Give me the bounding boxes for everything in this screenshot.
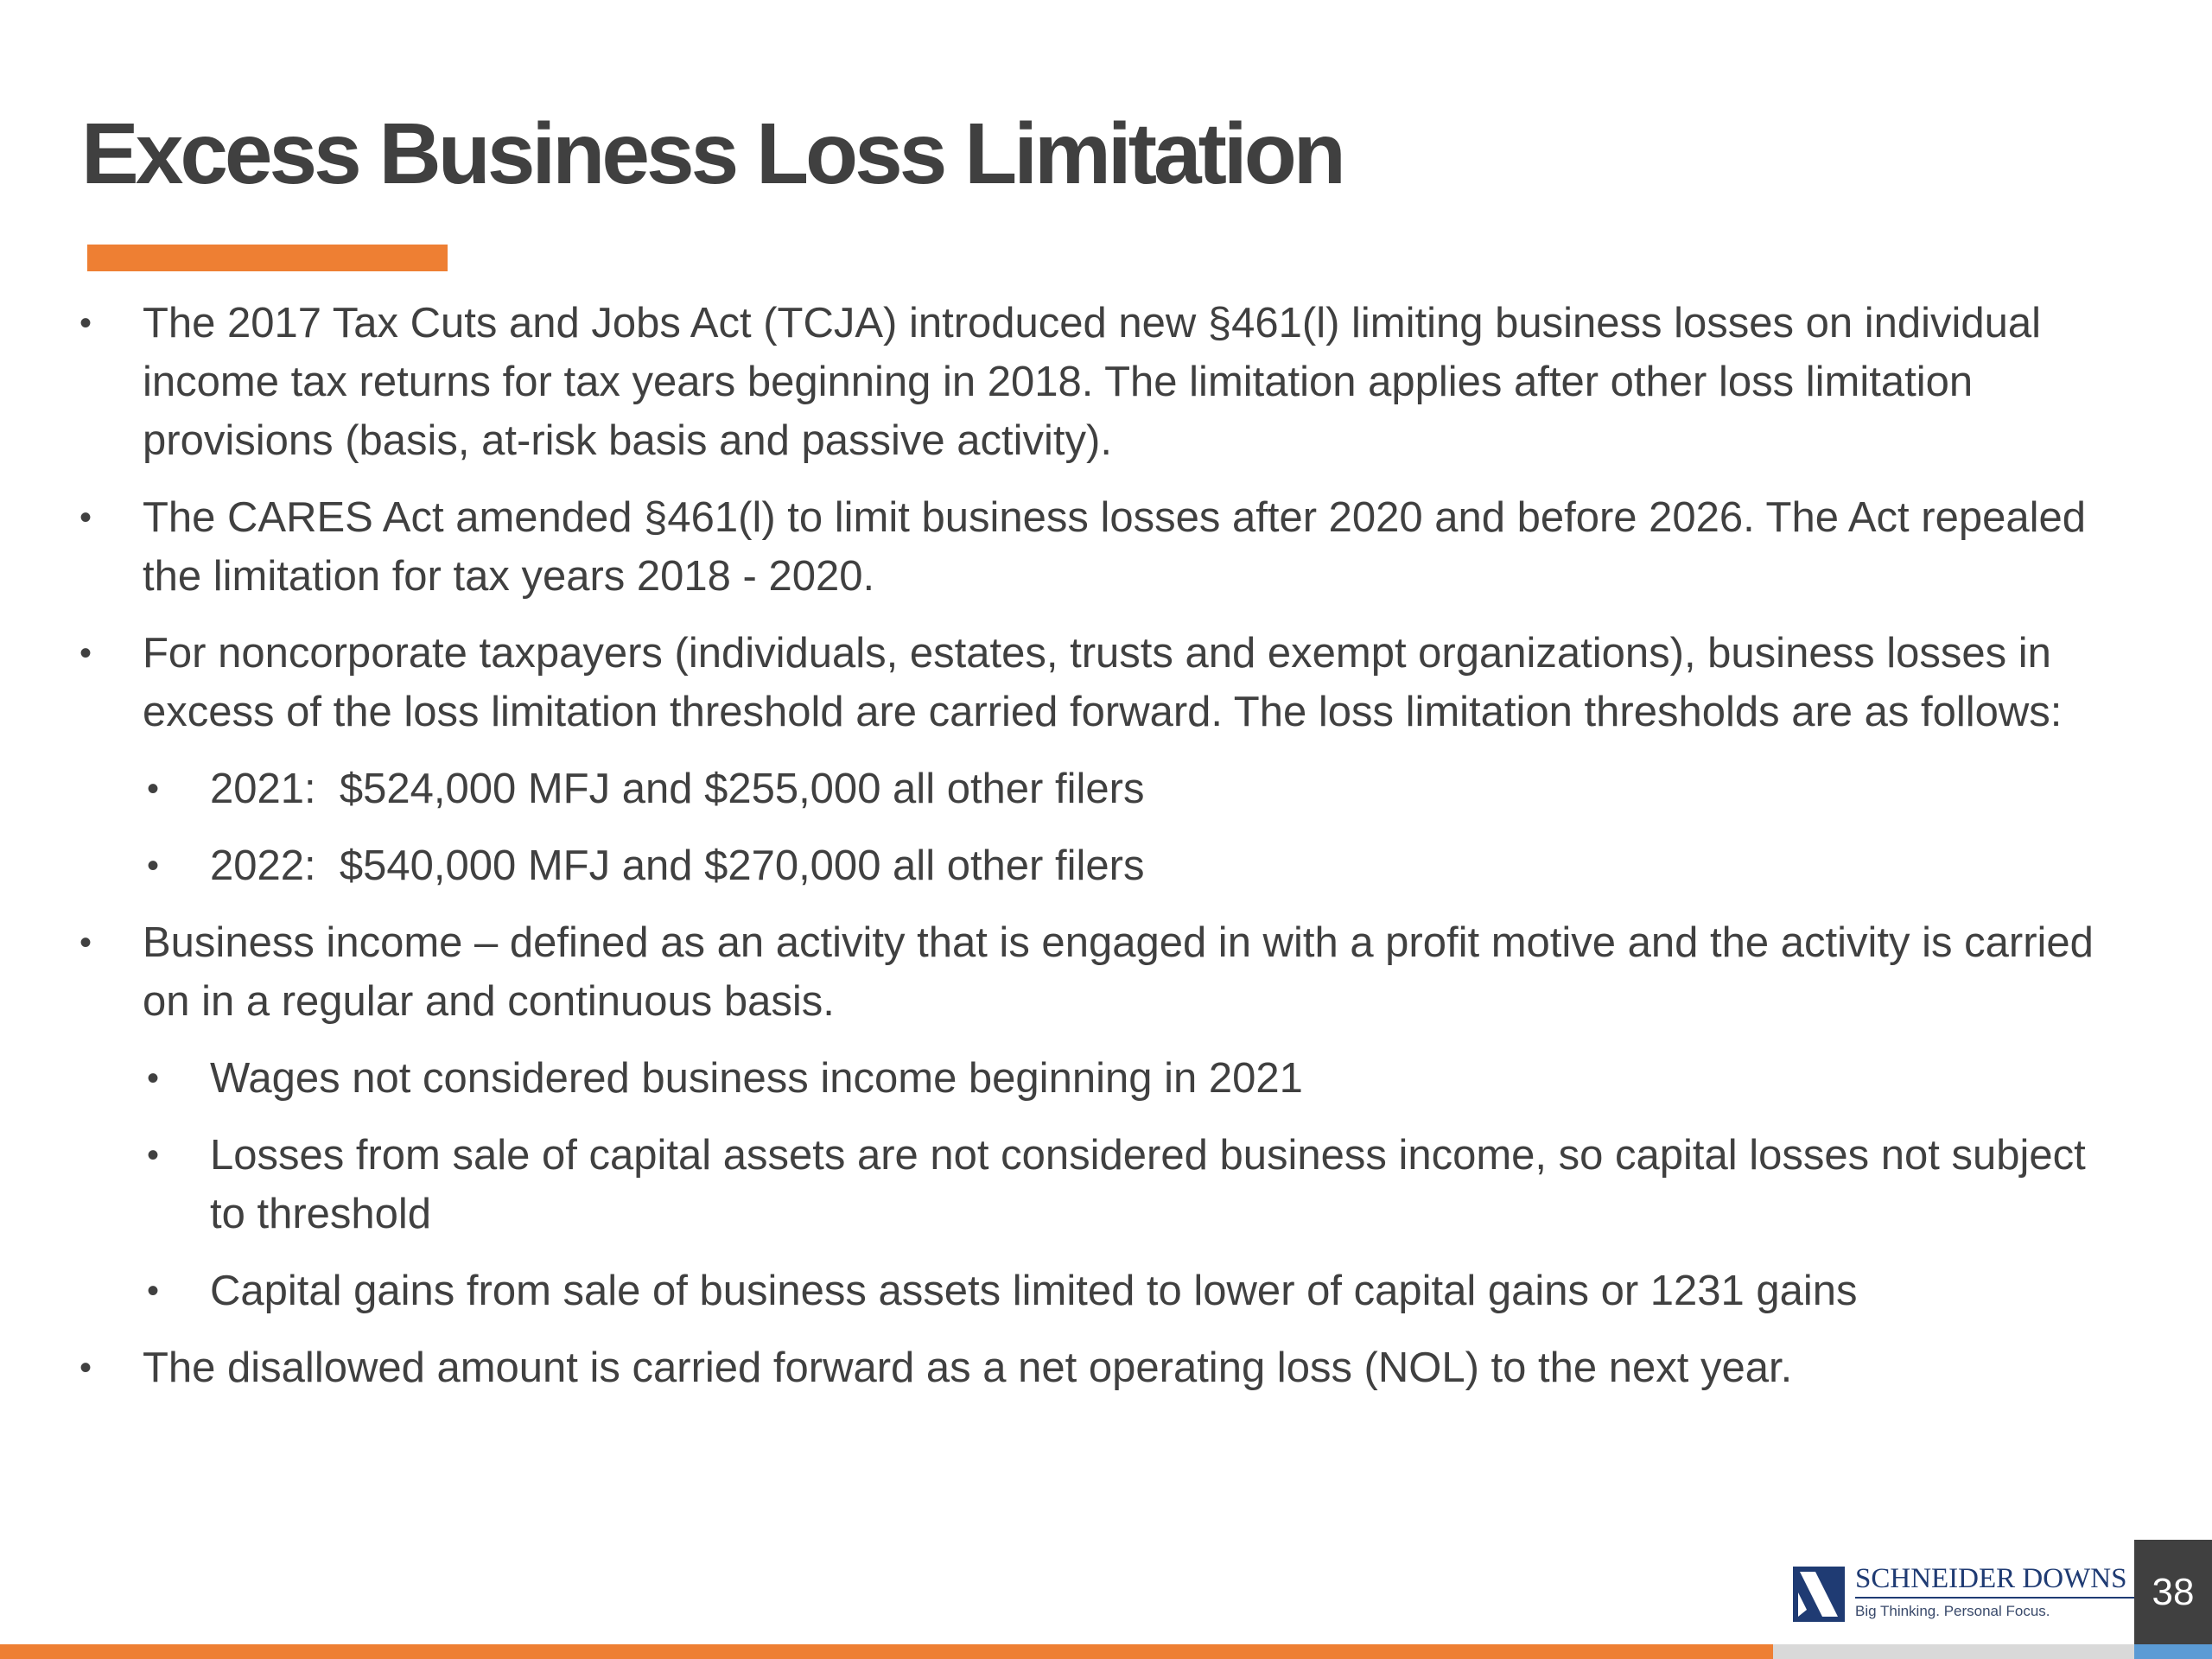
bullet-item: • The disallowed amount is carried forward as a net operating loss (NOL) to the next year. bbox=[69, 1338, 2126, 1397]
bullet-list bbox=[69, 294, 2126, 1415]
title-accent-bar bbox=[87, 245, 448, 271]
sub-bullet-item: • 2021: $524,000 MFJ and $255,000 all other filers bbox=[69, 760, 2126, 818]
bullet-icon: • bbox=[147, 1059, 160, 1097]
footer-bar-gray bbox=[1773, 1644, 2134, 1659]
slide-title: Excess Business Loss Limitation bbox=[81, 105, 1343, 202]
sub-bullet-item: • Losses from sale of capital assets are not considered business income, so capital losses not subject to threshold bbox=[69, 1126, 2126, 1243]
bullet-item: • The 2017 Tax Cuts and Jobs Act (TCJA) introduced new §461(l) limiting business losses on individual income tax returns for tax years beginning in 2018. The limitation applies after other loss limitation provisions (basis, at-risk basis and passive activity). bbox=[69, 294, 2126, 470]
bullet-item: • The CARES Act amended §461(l) to limit business losses after 2020 and before 2026. The Act repealed the limitation for tax years 2018 - 2020. bbox=[69, 488, 2126, 606]
page-number: 38 bbox=[2152, 1571, 2195, 1613]
footer-bar-orange bbox=[0, 1644, 1773, 1659]
bullet-icon: • bbox=[79, 924, 92, 962]
bullet-icon: • bbox=[79, 1349, 92, 1387]
bullet-item: • Business income – defined as an activity that is engaged in with a profit motive and the activity is carried on in a regular and continuous basis. bbox=[69, 913, 2126, 1031]
bullet-icon: • bbox=[79, 634, 92, 672]
company-logo bbox=[1793, 1560, 2130, 1623]
bullet-icon: • bbox=[79, 304, 92, 342]
schneider-downs-logo-icon bbox=[1793, 1567, 1845, 1622]
sub-bullet-item: • Wages not considered business income beginning in 2021 bbox=[69, 1049, 2126, 1108]
bullet-icon: • bbox=[147, 1136, 160, 1174]
logo-divider bbox=[1855, 1597, 2175, 1599]
bullet-icon: • bbox=[147, 1272, 160, 1310]
sub-bullet-item: • 2022: $540,000 MFJ and $270,000 all other filers bbox=[69, 836, 2126, 895]
bullet-item: • For noncorporate taxpayers (individuals, estates, trusts and exempt organizations), business losses in excess of the loss limitation threshold are carried forward. The loss limitation thresholds are as follows: bbox=[69, 624, 2126, 741]
logo-tagline: Big Thinking. Personal Focus. bbox=[1855, 1603, 2050, 1619]
footer-bar-blue bbox=[2134, 1644, 2212, 1659]
sub-bullet-item: • Capital gains from sale of business assets limited to lower of capital gains or 1231 gains bbox=[69, 1262, 2126, 1320]
logo-name: SCHNEIDER DOWNS bbox=[1855, 1563, 2127, 1594]
bullet-icon: • bbox=[147, 847, 160, 885]
bullet-icon: • bbox=[147, 770, 160, 808]
bullet-icon: • bbox=[79, 499, 92, 537]
